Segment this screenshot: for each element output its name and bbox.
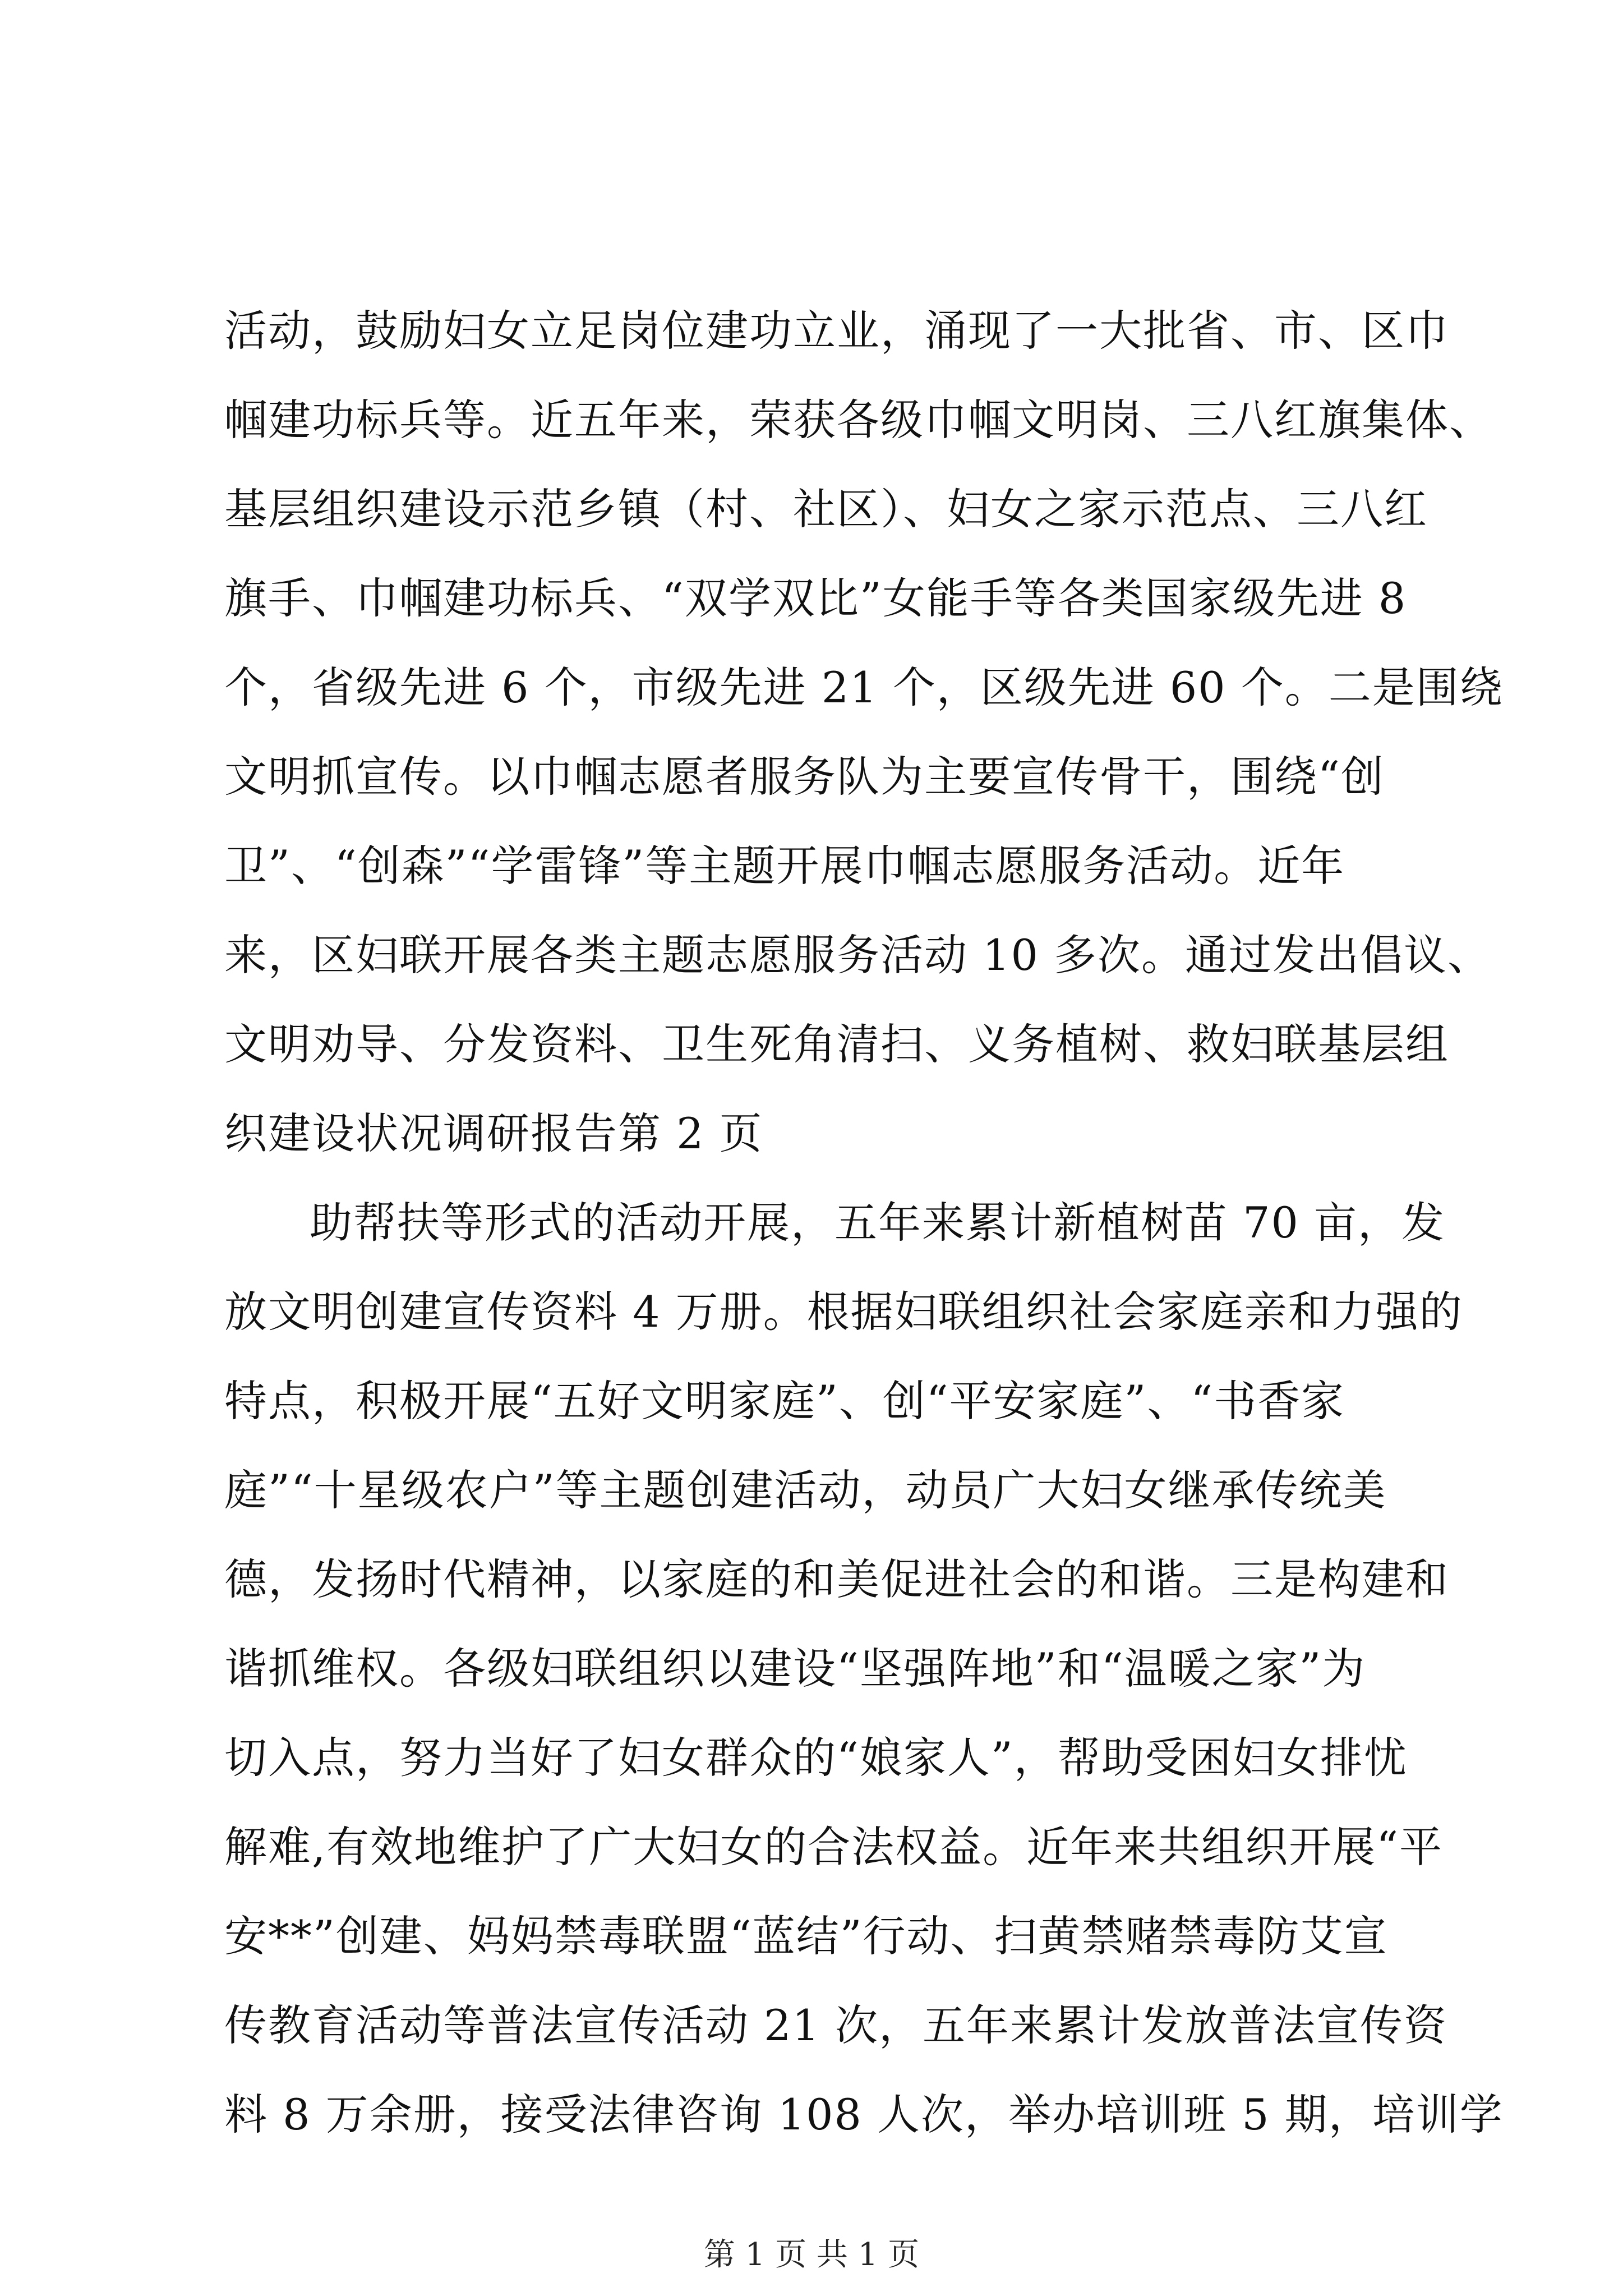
- text-line: 来，区妇联开展各类主题志愿服务活动 10 多次。通过发出倡议、: [224, 930, 1492, 980]
- text-line: 特点，积极开展“五好文明家庭”、创“平安家庭”、“书香家: [224, 1376, 1345, 1426]
- text-line: 解难,有效地维护了广大妇女的合法权益。近年来共组织开展“平: [224, 1822, 1444, 1872]
- paragraph-first-line: 助帮扶等形式的活动开展，五年来累计新植树苗 70 亩，发: [310, 1198, 1446, 1248]
- text-line: 活动，鼓励妇女立足岗位建功立业，涌现了一大批省、市、区巾: [224, 306, 1449, 356]
- text-line: 料 8 万余册，接受法律咨询 108 人次，举办培训班 5 期，培训学: [224, 2090, 1504, 2139]
- page-footer: 第 1 页 共 1 页: [703, 2237, 920, 2273]
- text-line: 谐抓维权。各级妇联组织以建设“坚强阵地”和“温暖之家”为: [224, 1644, 1366, 1694]
- text-line: 庭”“十星级农户”等主题创建活动，动员广大妇女继承传统美: [224, 1465, 1387, 1515]
- text-line: 基层组织建设示范乡镇（村、社区）、妇女之家示范点、三八红: [224, 484, 1428, 534]
- text-line: 安**”创建、妈妈禁毒联盟“蓝结”行动、扫黄禁赌禁毒防艾宣: [224, 1911, 1388, 1961]
- text-line: 帼建功标兵等。近五年来，荣获各级巾帼文明岗、三八红旗集体、: [224, 395, 1493, 445]
- text-line: 放文明创建宣传资料 4 万册。根据妇联组织社会家庭亲和力强的: [224, 1287, 1463, 1337]
- text-line: 个，省级先进 6 个，市级先进 21 个，区级先进 60 个。二是围绕: [224, 662, 1504, 712]
- text-line: 文明劝导、分发资料、卫生死角清扫、义务植树、救妇联基层组: [224, 1019, 1449, 1069]
- text-line: 传教育活动等普法宣传活动 21 次，五年来累计发放普法宣传资: [224, 2000, 1448, 2050]
- text-line: 旗手、巾帼建功标兵、“双学双比”女能手等各类国家级先进 8: [224, 573, 1407, 623]
- text-line: 德，发扬时代精神，以家庭的和美促进社会的和谐。三是构建和: [224, 1554, 1449, 1604]
- text-line: 切入点，努力当好了妇女群众的“娘家人”，帮助受困妇女排忧: [224, 1733, 1408, 1783]
- text-line: 织建设状况调研报告第 2 页: [224, 1108, 763, 1158]
- text-line: 文明抓宣传。以巾帼志愿者服务队为主要宣传骨干，围绕“创: [224, 752, 1385, 802]
- text-line: 卫”、“创森”“学雷锋”等主题开展巾帼志愿服务活动。近年: [224, 841, 1345, 891]
